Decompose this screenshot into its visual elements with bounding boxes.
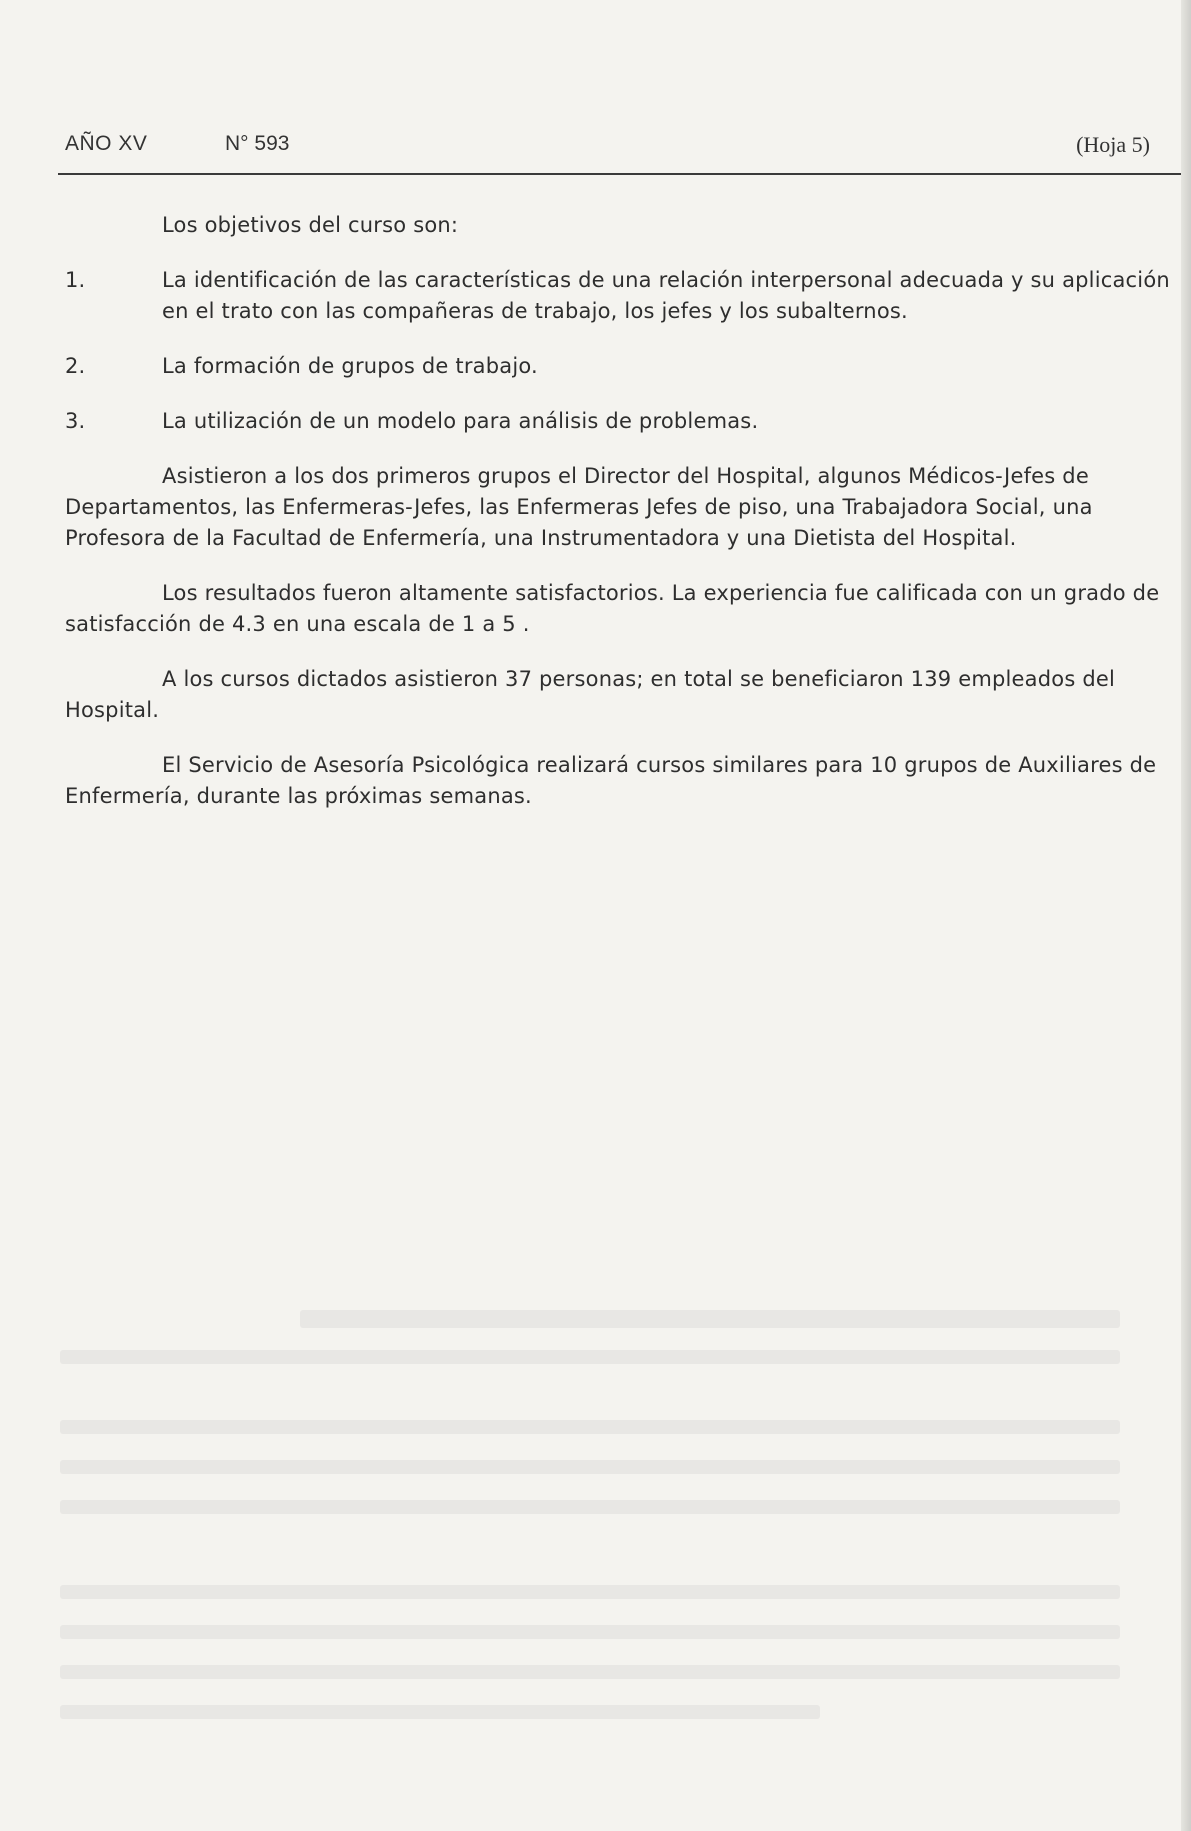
bleed-through-line <box>60 1500 1120 1514</box>
future-courses-paragraph: El Servicio de Asesoría Psicológica realizará cursos similares para 10 grupos de Auxiliares de Enfermería, durante las próximas semanas. <box>65 753 1157 808</box>
objective-item <box>65 265 1171 327</box>
attendees-paragraph: Asistieron a los dos primeros grupos el Director del Hospital, algunos Médicos-Jefes de Departamentos, las Enfermeras-Jefes, las Enfermeras Jefes de piso, una Trabajadora Social, una Profesora de la Facultad de Enfermería, una Instrumentadora y una Dietista del Hospital. <box>65 464 1093 550</box>
bleed-through-line <box>60 1460 1120 1474</box>
objective-item <box>65 351 1171 382</box>
bleed-through-line <box>60 1420 1120 1434</box>
page-header <box>65 132 1150 162</box>
objective-text: La identificación de las características de una relación interpersonal adecuada y su aplicación en el trato con las compañeras de trabajo, los jefes y los subalternos. <box>162 268 1170 323</box>
results-paragraph: Los resultados fueron altamente satisfactorios. La experiencia fue calificada con un grado de satisfacción de 4.3 en una escala de 1 a 5 . <box>65 581 1160 636</box>
objective-text: La formación de grupos de trabajo. <box>162 354 538 378</box>
objective-text: La utilización de un modelo para análisis de problemas. <box>162 409 759 433</box>
objective-number: 3. <box>65 409 86 433</box>
objectives-intro: Los objetivos del curso son: <box>162 213 459 237</box>
bleed-through-line <box>60 1585 1120 1599</box>
bleed-through-line <box>60 1665 1120 1679</box>
bleed-through-line <box>300 1310 1120 1328</box>
bleed-through-line <box>60 1625 1120 1639</box>
issue-number: N° 593 <box>225 132 290 155</box>
objective-number: 1. <box>65 268 86 292</box>
bleed-through-line <box>60 1350 1120 1364</box>
objective-number: 2. <box>65 354 86 378</box>
issue-label: AÑO XV <box>65 132 148 155</box>
bleed-through-line <box>60 1705 820 1719</box>
sheet-number: (Hoja 5) <box>1076 132 1150 157</box>
header-rule <box>58 173 1183 175</box>
page-edge-shadow <box>1181 0 1191 1831</box>
attendance-paragraph: A los cursos dictados asistieron 37 personas; en total se beneficiaron 139 empleados del Hospital. <box>65 667 1116 722</box>
objective-item <box>65 406 1171 437</box>
document-body <box>65 210 1171 836</box>
